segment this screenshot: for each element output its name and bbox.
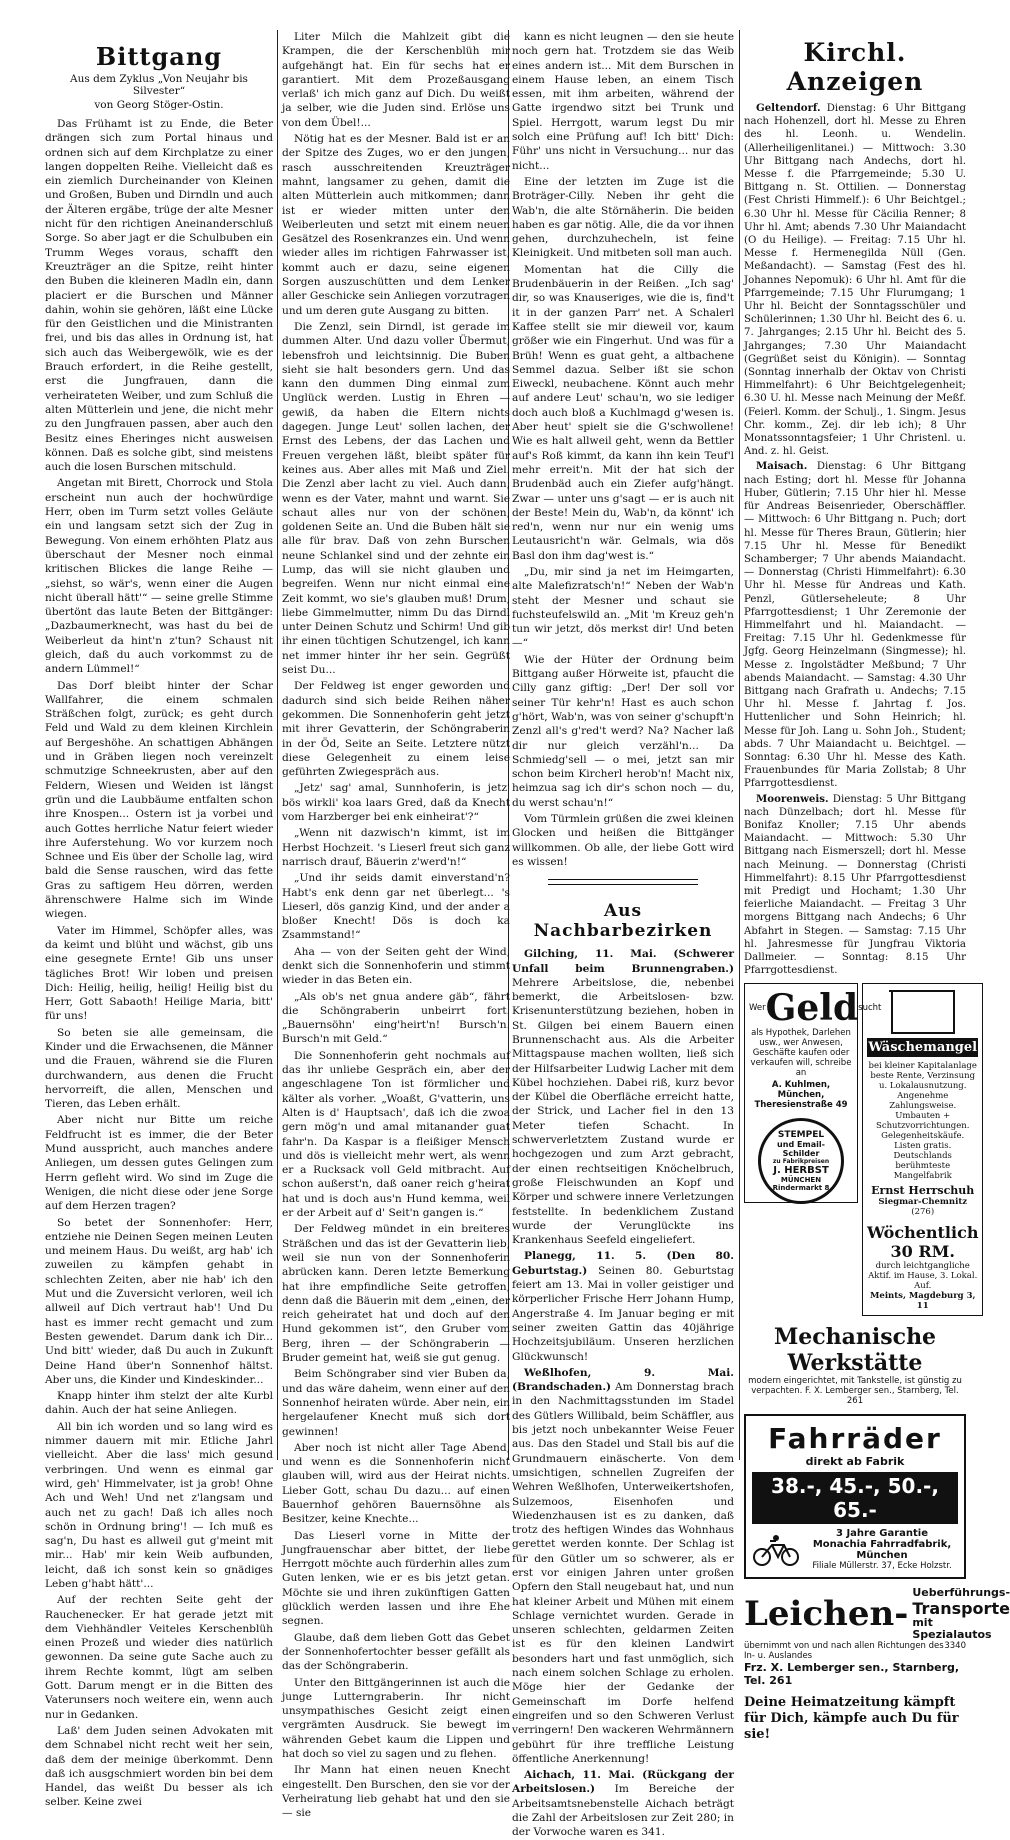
article-author: von Georg Stöger-Ostin. [94, 99, 224, 111]
paragraph: Glaube, daß dem lieben Gott das Gebet der Sonnenhofertochter besser gefällt als das der Schöngraberin. [282, 1631, 510, 1673]
ad-text: mit Spezialautos [912, 1616, 992, 1642]
column-2 [282, 30, 510, 1820]
section-divider [548, 879, 698, 885]
ad-geld [744, 983, 882, 1203]
ad-code: 3340 [944, 1641, 966, 1652]
paragraph: Eine der letzten im Zuge ist die Broträger-Cilly. Neben ihr geht die Wab'n, die alte Störnäherin. Die beiden haben es gar nötig. Alle, die da vor ihnen gehen, durchzuhecheln, ist feine Kleinigkeit. Und mitbeten soll man auch. [512, 175, 734, 260]
parish-name: Geltendorf. [756, 102, 821, 114]
parish-name: Maisach. [756, 460, 808, 473]
article-title: Bittgang [95, 42, 223, 71]
paragraph: Das Dorf bleibt hinter der Schar Wallfahrer, die einem schmalen Sträßchen folgt, zurück; es geht durch Feld und Wald zu dem kleinen Kirchlein auf Bergeshöhe. An schattigen Abhängen und in Gräben liegen noch vereinzelt schmutzige Schneekrusten, aber auf den Feldern, Wiesen und Weiden ist längst grün und die Laubbäume entfalten schon ihre Knospen... Ostern ist ja vorbei und auch Gottes herrliche Natur feiert wieder ihre Auferstehung. Wo vor kurzem noch Schnee und Eis über der Scholle lag, wird bald die Sense rauschen, wird das fette Gras zu saftigem Heu dörren, werden ährenschwere Halme sich im Winde wiegen. [45, 679, 273, 921]
ad-text: Transporte [912, 1598, 1010, 1618]
paragraph: Liter Milch die Mahlzeit gibt die Krampen, die der Kerschenblüh mir aufgehängt hat. Ein für sechs hat er garantiert. Mit dem Prozeßausgang verlaß' ich mich ganz auf Dich. Du weißt ja selber, wie die Juden sind. Erlöse uns von dem Übel!... [282, 31, 510, 129]
ad-contact: Monachia Fahrradfabrik, München [812, 1539, 952, 1562]
parish-text: Dienstag: 6 Uhr Bittgang nach Hohenzell, dort hl. Messe zu Ehren des hl. Leonh. u. Wendelin. (Allerheiligenlitanei.) — Mittwoch: 3.30 Uhr Bittgang nach Andechs, dort hl. Messe f. die Pfarrgemeinde; 5.30 U. Bittgang n. St. Ottilien. — Donnerstag (Fest Christi Himmelf.): 6 Uhr Beichtgel.; 6.30 Uhr hl. Messe für Cäcilia Renner; 8 Uhr hl. Amt; abends 7.30 Uhr Maiandacht (O du Heilige). — Freitag: 7.15 Uhr hl. Messe f. Hermenegilda Nüll (Gen. Meßandacht). — Samstag (Fest des hl. Johannes Nepomuk): 6 Uhr hl. Amt für die Pfarrgemeinde; 7.15 Uhr Flurumgang; 1 Uhr hl. Beicht der Sonntagsschüler und Schülerinnen; 1.30 Uhr hl. Beicht des 6. u. 7. Jahrganges; 2.15 Uhr hl. Beicht des 5. Jahrganges; 7.30 Uhr Maiandacht (Gegrüßet seist du Königin). — Sonntag (Sonntag innerhalb der Oktav von Christi Himmelfahrt): 6 Uhr Beichtgelegenheit; 6.30 U. hl. Messe nach Meinung der Meßf. (Feierl. Komm. der Schulj., 1. Singm. Jesus Chr. komm., Zej. dir leb ich); 8 Uhr Monatssonntagsfeier; 1 Uhr Christenl. u. And. z. hl. Geist. [744, 103, 966, 458]
factory-icon [891, 990, 955, 1034]
news-item [512, 1249, 734, 1363]
section-title: Kirchl. Anzeigen [786, 38, 924, 96]
column-3 [512, 30, 734, 1839]
ad-headline: Wäschemangel [868, 1040, 978, 1056]
parish-name: Moorenweis. [756, 792, 829, 805]
church-block [744, 460, 966, 790]
slogan: Deine Heimatzeitung kämpft für Dich, kämpfe auch Du für sie! [744, 1695, 959, 1743]
paragraph: Knapp hinter ihm stelzt der alte Kurbl dahin. Auch der hat seine Anliegen. [45, 1390, 273, 1417]
ad-contact: Ernst Herrschuh [871, 1184, 975, 1198]
ad-contact: Frz. X. Lemberger sen., Starnberg, [744, 1661, 960, 1675]
stamp-small: zu Fabrikpreisen [772, 1158, 830, 1166]
paragraph: All bin ich worden und so lang wird es nimmer dauern mit mir. Etliche Jahrl vielleicht. Aber die lass' mich gesund verbringen. Und wenn es einmal gar wird, geh' Himmelvater, ist ja grob! Ohne Ach und Weh! Und net z'langsam und auch net zu gach! Daß ich alles noch schön in Ordnung bring'! — Ich muß es sag'n, Du hast es allweil gut g'meint mit mir... Hab' mir kein Weib aufbunden, leicht, daß ich sonst kein so gnädiges Leben g'habt hätt'... [45, 1420, 273, 1590]
ad-headline: Fahrräder [768, 1422, 942, 1456]
paragraph: Laß' dem Juden seinen Advokaten mit dem Schnabel nicht recht weit her sein, daß dem der meinige überkommt. Denn daß ich ausgschmiert worden bin bei dem Handel, das weißt Du besser als ich selber. Keine zwei [45, 1724, 273, 1809]
paragraph: Ihr Mann hat einen neuen Knecht eingestellt. Den Burschen, den sie vor der Verheiratung lieb gehabt hat und den sie — sie [282, 1764, 510, 1820]
stamp-seal-icon [758, 1118, 844, 1204]
ad-text: direkt ab Fabrik [805, 1455, 905, 1469]
bicycle-icon [752, 1533, 800, 1567]
paragraph: Der Feldweg ist enger geworden und dadurch sind sich beide Reihen näher gekommen. Die Sonnenhoferin geht jetzt mit ihrer Gevatterin, der Schöngraberin in der Öd, Seite an Seite. Letztere nützt diese Gelegenheit zu einem leise geführten Zwiegespräch aus. [282, 680, 510, 779]
paragraph: Vater im Himmel, Schöpfer alles, was da keimt und blüht und wächst, gib uns eine gesegnete Ernte! Gib uns unser tägliches Brot! Wir loben und preisen Dich: Heilig, heilig, heilig! Heilig bist du Herr, Gott Sabaoth! Heilige Maria, bitt' für uns! [45, 924, 273, 1023]
news-item [512, 1768, 734, 1839]
paragraph: So betet der Sonnenhofer: Herr, entziehe nie Deinen Segen meinen Leuten und meinem Haus. Du weißt, arg hab' ich zuweilen zu kämpfen gehabt in schlechten Zeiten, aber nie hab' ich den Mut und die Zuversicht verloren, weil ich allweil auf Dich vertraut hab'! Und Du hast es immer recht gemacht und zum Besten gewendet. Darum dank ich Dir... Und bitt' wieder, daß Du auch in Zukunft Deine Hand über'n Sonnenhof hältst. Aber uns, die Kinder und Kindeskinder... [45, 1216, 273, 1386]
ad-text: übernimmt von und nach allen Richtungen des In- u. Auslandes [744, 1641, 944, 1662]
paragraph: „Jetz' sag' amal, Sunnhoferin, is jetz' bös wirkli' koa laars Gred, daß da Knecht vom Harzberger bei enk einheirat'?“ [282, 782, 510, 824]
column-4 [744, 30, 1010, 1743]
paragraph: Aber nicht nur Bitte um reiche Feldfrucht ist es immer, die der Beter Mund ausspricht, auch manches andere Anliegen, um dessen gutes Gelingen zum Herrn gefleht wird. Wo sind im Zuge die Wenigen, die nicht diese oder jene Sorge auf dem Herzen tragen? [45, 1114, 273, 1213]
news-text: Mehrere Arbeitslose, die, nebenbei bemerkt, die Arbeitslosen- bzw. Krisenunterstützung beziehen, hoben in St. Gilgen bei einem Bauern einen Brunnenschacht aus. Als die Arbeiter Mittagspause machen wollten, ließ sich der Hilfsarbeiter Ludwig Lacher mit dem Kübel hochziehen. Dabei riß, kurz bevor der Kübel die Oberfläche erreicht hatte, der Strick, und Lacher fiel in den 13 Meter tiefen Schacht. In schwerverletztem Zustand wurde er hochgezogen und zum Arzt gebracht, der einen rechtseitigen Knöchelbruch, große Fleischwunden an Kopf und Körper und schwere innere Verletzungen feststellte. In bedenklichem Zustand wurde der Verunglückte ins Krankenhaus Seefeld eingeliefert. [512, 976, 734, 1247]
news-head: Planegg, 11. 5. (Den 80. Geburtstag.) [512, 1250, 734, 1277]
news-head: Gilching, 11. Mai. (Schwerer Unfall beim Brunnengraben.) [512, 948, 734, 975]
ad-leichen [744, 1586, 1010, 1688]
ad-waeschemangel [862, 983, 983, 1316]
parish-text: Dienstag: 5 Uhr Bittgang nach Dünzelbach; dort hl. Messe für Bonifaz Knoller; 7.15 Uhr abends Maiandacht. — Mittwoch: 5.30 Uhr Bittgang nach Eismerszell; dort hl. Messe nach Meinung. — Donnerstag (Christi Himmelfahrt): 8.15 Uhr Pfarrgottesdienst mit Predigt und Hochamt; 1.30 Uhr feierliche Maiandacht. — Freitag 3 Uhr morgens Bittgang nach Andechs; 6 Uhr Abfahrt in Stegen. — Samstag: 7.15 Uhr hl. Jahresmesse für Jungfrau Viktoria Dallmeier. — Sonntag: 8.15 Uhr Pfarrgottesdienst. [744, 793, 966, 977]
ad-address: Filiale Müllerstr. 37, Ecke Holzstr. [812, 1561, 952, 1572]
paragraph: Der Feldweg mündet in ein breiteres Sträßchen und das ist der Gevatterin lieb, weil sie nun von der Sonnenhoferin abrücken kann. Deren letzte Bemerkung hat ihre empfindliche Seite getroffen, denn daß die Bäuerin mit dem „einen, der reich geheiratet hat und doch auf den Hund gekommen ist“, den Gruber vom Berg, ihren — der Schöngraberin — Bruder gemeint hat, weiß sie gut genug. [282, 1223, 510, 1365]
ad-text: Ueberführungs- [912, 1586, 1010, 1600]
paragraph: kann es nicht leugnen — den sie heute noch gern hat. Trotzdem sie das Weib eines andern ist... Mit dem Burschen in einem Hause leben, an einem Tisch essen, mit ihm arbeiten, während der Gatte irgendwo sitzt bei Trunk und Spiel. Herrgott, warum legst Du mir solch eine Prüfung auf! Ich bitt' Dich: Führ' uns nicht in Versuchung... nur das nicht... [512, 31, 734, 172]
stamp-mid: und Email-Schilder [777, 1140, 825, 1159]
ad-prices: 38.-, 45.-, 50.-, 65.- [752, 1472, 958, 1524]
stamp-city: MÜNCHEN [780, 1176, 822, 1185]
paragraph: Nötig hat es der Mesner. Bald ist er an der Spitze des Zuges, wo er den jungen, rasch ausschreitenden Kreuzträger mahnt, langsamer zu gehen, damit die alten Mütterlein auch mitkommen; dann ist er wieder mitten unter den Weiberleuten und setzt mit einem neuen Gesätzel des Rosenkranzes ein. Und wenn wieder alles im richtigen Fahrwasser ist, kommt auch er dazu, seine eigenen Sorgen auszuschütten und dem Lenker aller Geschicke sein Anliegen vorzutragen und um deren gute Ausgang zu bitten. [282, 133, 510, 317]
paragraph: Beim Schöngraber sind vier Buben da, und das wäre daheim, wenn einer auf den Sonnenhof heiraten würde. Aber nein, ein hergelaufener Knecht muß sich dort gewinnen! [282, 1368, 510, 1438]
paragraph: Aber noch ist nicht aller Tage Abend, und wenn es die Sonnenhoferin nicht glauben will, wird aus der Heirat nichts. Lieber Gott, schau Du dazu... auf einen Bauernhof gehören Bauernsöhne als Besitzer, keine Knechte... [282, 1441, 510, 1526]
ad-text: sucht [858, 1003, 882, 1014]
paragraph: Wie der Hüter der Ordnung beim Bittgang außer Hörweite ist, pfaucht die Cilly ganz giftig: „Der! Der soll vor seiner Tür kehr'n! Hast es auch schon g'hört, Wab'n, was von seiner g'schupft'n Zenzl all's g'red't werd? Na? Nacher laß dir nur gleich verzähl'n... Da Schmiedg'sell — o mei, jetzt san mir schon beim Kircherl herob'n! Macht nix, heimzua sag ich dir's schon noch — du, du werst schau'n!“ [512, 653, 734, 809]
paragraph: So beten sie alle gemeinsam, die Kinder und die Erwachsenen, die Männer und die Frauen, während sie die Fluren durchwandern, aus denen die Frucht hervorreift, die allen, Menschen und Tieren, das Leben erhält. [45, 1026, 273, 1111]
ad-fahrraeder [744, 1414, 966, 1579]
ad-number: (276) [911, 1207, 935, 1218]
stamp-top: STEMPEL [777, 1130, 825, 1141]
paragraph: „Wenn nit dazwisch'n kimmt, ist im Herbst Hochzeit. 's Lieserl freut sich ganz narrisch drauf, Bäuerin z'werd'n!“ [282, 827, 510, 868]
section-title: Aus Nachbarbezirken [533, 901, 713, 942]
church-block [744, 793, 966, 978]
church-block [744, 102, 966, 458]
ad-headline: Mechanische Werkstätte [773, 1324, 937, 1377]
ad-text: 3 Jahre Garantie [836, 1528, 928, 1540]
ad-city: Siegmar-Chemnitz [878, 1197, 968, 1208]
news-text: Im Bereiche der Arbeitsamtsnebenstelle Aichach beträgt die Zahl der Arbeitslosen zur Zeit 280; in der Vorwoche waren es 341. [512, 1783, 734, 1839]
news-text: Seinen 80. Geburtstag feiert am 13. Mai in voller geistiger und körperlicher Frische Herr Johann Hump, Angerstraße 4. Im Januar beging er mit seiner zweiten Gattin das 40jährige Hochzeitsjubiläum. Unseren herzlichen Glückwunsch! [512, 1264, 734, 1363]
news-text: Am Donnerstag brach in den Nachmittagsstunden im Stadel des Gütlers Willibald, beim Schäffler, aus bis jetzt noch unbekannter Weise Feuer aus. Das den Stadel und Stall bis auf die Grundmauern einäscherte. Von dem umsichtigen, schnellen Zugreifen der Wehren Weßlhofen, Unterweikertshofen, Sulzemoos, Eisenhofen und Wiedenzhausen ist es zu danken, daß trotz des heftigen Windes das Wohnhaus gerettet werden konnte. Der Schlag ist für den Gütler um so schwerer, als er erst vor einigen Jahren unter großen Opfern den Stall neugebaut hat, und nun hat kleiner Arbeit und Mühen mit einem Schlage vernichtet wurden. Gerade in unseren schlechten, geldarmen Zeiten ist es für den kleinen Landwirt besonders hart und fast unmöglich, sich nach einem solchen Schlage zu erholen. Möge hier der Gedanke der Gemeinschaft im Dorfe helfend eingreifen und so den Schweren Verlust verringern! Den wackeren Wehrmännern gebührt für ihre treffliche Leistung öffentliche Anerkennung! [512, 1381, 734, 1765]
paragraph: Die Zenzl, sein Dirndl, ist gerade im dummen Alter. Und dazu voller Übermut, lebensfroh und leichtsinnig. Die Buben sieht sie halt besonders gern. Und das kann den dummen Ding einmal zum Unglück werden. Lustig in Ehren — gewiß, da haben die Eltern nichts dagegen. Junge Leut' sollen lachen, der Ernst des Lebens, der das Lachen und Freuen vergehen läßt, bleibt später für keines aus. Aber alles mit Maß und Ziel. Die Zenzl aber lacht zu viel. Auch dann, wenn es der Vater, mahnt und warnt. Sie schaut alles nur von der schönen, goldenen Seite an. Und die Buben hält sie alle für brav. Daß von zehn Burschen neune Schlankel sind und der zehnte ein Lump, das will sie nicht glauben und begreifen. Wenn nur nicht einmal eine Zeit kommt, wo sie's glauben muß! Drum, liebe Gimmelmutter, nimm Du das Dirndl unter Deinen Schutz und Schirm! Und gib ihr einen tüchtigen Schutzengel, ich kann net immer hinter ihr her sein. Gegrüßt seist Du... [282, 320, 510, 677]
stamp-name: J. HERBST [773, 1165, 829, 1177]
ad-text: durch leichtgangliche Aktif. im Hause, 3. Lokal. Auf. [868, 1261, 978, 1292]
column-1 [45, 30, 273, 1809]
news-item [512, 947, 734, 1247]
paragraph: Auf der rechten Seite geht der Rauchenecker. Er hat gerade jetzt mit dem Viehhändler Veiteles Kerschenblüh einen Prozeß und wieder dies natürlich gewonnen. Da seine gute Sache auch zu ihrem Rechte kommt, lügt am selben Gott. Darum mengt er in die Bitten des Vaterunsers noch weitere ein, wenn auch nur in Gedanken. [45, 1594, 273, 1721]
paragraph: Momentan hat die Cilly die Brudenbäuerin in der Reißen. „Ich sag' dir, so was Knauseriges, wie die is, find't it in der ganzen Parr' net. A Schalerl Kaffee stellt sie mir dieweil vor, kaum größer wie ein Fingerhut. Und was für a Brüh! Wenn es guat geht, a altbachene Semmel dazua. Selber ißt sie schon Eiweckl, neubachene. Könnt auch mehr auf andere Leut' schau'n, wo sie lediger doch auch bloß a Kuchlmagd g'wesen is. Aber heut' spielt sie die G'schwollene! Wie es halt allweil geht, wenn da Bettler auf's Roß kimmt, da kann ihn kein Teuf'l mehr erreit'n. Mit der hat sich der Brudenbäd auch ein Ziefer aufg'hängt. Zwar — unter uns g'sagt — er is auch nit der Beste! Mein du, Wab'n, da könnt' ich red'n, wenn nur nur ein wenig ums Leutausricht'n wär. Gelmals, wia dös Basl don ihm dag'west is.“ [512, 263, 734, 562]
ad-text: bei kleiner Kapitalanlage beste Rente, Verzinsung u. Lokalausnutzung. Angenehme Zahlungsweise. Umbauten + Schutzvorrichtungen. Gelegenheitskäufe. Listen gratis. Deutschlands berühmteste Mangelfabrik [868, 1061, 977, 1182]
paragraph: „Und ihr seids damit einverstand'n? Habt's enk denn gar net überlegt... 's Lieserl, dös ganzig Kind, und der ander a bloßer Knecht! Dös is doch ka Zsammstand!“ [282, 872, 510, 942]
column-rule [277, 30, 278, 1460]
news-head: Weßlhofen, 9. Mai. (Brandschaden.) [512, 1366, 734, 1394]
paragraph: Die Sonnenhoferin geht nochmals auf das ihr unliebe Gespräch ein, aber der angeschlagene Ton ist förmlicher und kälter als vorher. „Woaßt, G'vatterin, uns Alten is d' Hauptsach', daß ich die zwoa gern mög'n und amal mitanander guat fahr'n. Da Kaspar is a fleißiger Mensch und dös is vielleicht mehr wert, als wenn er a Rucksack voll Geld mitbracht. Auf schon außerst'n, daß oaner reich g'heirat hat und is doch aus'n Hund kemma, weil er der Arbeit auf d' Seit'n gangen is.“ [282, 1049, 510, 1220]
ad-headline: Leichen- [744, 1594, 909, 1635]
ad-headline: Geld [765, 987, 859, 1030]
parish-text: Dienstag: 6 Uhr Bittgang nach Esting; dort hl. Messe für Johanna Huber, Gütlerin; 7.15 Uhr hier hl. Messe für Andreas Beisenrieder, Oberschäffler. — Mittwoch: 6 Uhr Bittgang n. Puch; dort hl. Messe für Theres Braun, Gütlerin; hier 7.15 Uhr hl. Messe für Benedikt Schamberger; 7 Uhr abends Maiandacht. — Donnerstag (Christi Himmelfahrt): 6.30 Uhr hl. Messe für Andreas und Kath. Penzl, Gütlerseheleute; 8 Uhr Pfarrgottesdienst; 1 Uhr Zeremonie der Himmelfahrt und hl. Maiandacht. — Freitag: 7.15 Uhr hl. Gedenkmesse für Jgfg. Georg Heinzelmann (Singmesse); hl. Messe z. Ingolstädter Meßbund; 7 Uhr abends Maiandacht. — Samstag: 4.30 Uhr Bittgang nach Grafrath u. Andechs; 7.15 Uhr hl. Messe f. Jahrtag f. Jos. Huttenlicher und Sohn Heinrich; hl. Messe für Joh. Lang u. Sohn Joh., Student; abds. 7 Uhr Maiandacht u. Beichtgel. — Sonntag: 6.30 Uhr hl. Messe des Kath. Frauenbundes für Maria Zollstab; 8 Uhr Pfarrgottesdienst. [744, 461, 966, 790]
ad-contact: A. Kuhlmen, München, Theresienstraße 49 [754, 1080, 848, 1111]
ad-headline: Wöchentlich 30 RM. [867, 1223, 979, 1262]
column-rule [739, 30, 740, 1460]
ad-text: als Hypothek, Darlehen usw., wer Anwesen, Geschäfte kaufen oder verkaufen will, schreibe an [750, 1028, 852, 1079]
paragraph: Vom Türmlein grüßen die zwei kleinen Glocken und heißen die Bittgänger willkommen. Ob alle, der liebe Gott wird es wissen! [512, 813, 734, 868]
paragraph: Aha — von der Seiten geht der Wind, denkt sich die Sonnenhoferin und stimmt wieder in das Beten ein. [282, 945, 510, 987]
paragraph: „Als ob's net gnua andere gäb“, fährt die Schöngraberin unbeirrt fort. „Bauernsöhn' eing'heirt'n! Bursch'n. Bursch'n mit Geld.“ [282, 990, 510, 1046]
ad-text: Wer [749, 1003, 766, 1014]
ad-row [744, 983, 979, 1316]
article-subtitle: Aus dem Zyklus „Von Neujahr bis Silvester“ [70, 73, 248, 97]
news-item [512, 1366, 734, 1766]
paragraph: Das Frühamt ist zu Ende, die Beter drängen sich zum Portal hinaus und ordnen sich auf dem Kirchplatze zu einer langen doppelten Reihe. Vielleicht daß es ein ziemlich Durcheinander von Kleinen und Großen, Buben und Dirndln und auch der Älteren ergäbe, trüge der alte Mesner nicht für den richtigen Aneinanderschluß Sorge. So aber jagt er die Schulbuben ein Trumm Weges voraus, schafft den Kreuzträger an die Spitze, reiht hinter den Buben die kleineren Madln ein, dann placiert er die Burschen und Männer dahin, wohin sie gehören, läßt eine Lücke für den Geistlichen und die Ministranten frei, und bis das alles in Ordnung ist, hat sich auch das Weibergewölk, wie es der Brauch erfordert, in die Reihe gestellt, erst die Jungfrauen, dann die verheirateten Weiber, und zum Schluß die alten Mütterlein und jene, die nicht mehr zu den Jungfrauen passen, aber auch den Besitz eines Eheringes nicht ausweisen können. Daß es solche gibt, sind meistens auch die losen Burschen mitschuld. [45, 118, 273, 474]
paragraph: „Du, mir sind ja net im Heimgarten, alte Malefizratsch'n!“ Neben der Wab'n steht der Mesner und schaut sie fuchsteufelswild an. „Mit 'm Kreuz geh'n tun wir jetzt, dös merkst dir! Und beten —“ [512, 565, 734, 650]
ad-phone: Tel. 261 [744, 1674, 793, 1688]
ad-text: modern eingerichtet, mit Tankstelle, ist günstig zu verpachten. F. X. Lemberger sen., Starnberg, Tel. 261 [748, 1376, 962, 1407]
stamp-street: Rindermarkt 8 [772, 1184, 830, 1193]
paragraph: Unter den Bittgängerinnen ist auch die junge Lutterngraberin. Ihr nicht unsympathisches Gesicht zeigt einen vergrämten Ausdruck. Sie bewegt im währenden Gebet kaum die Lippen und hat doch so viel zu sagen und zu flehen. [282, 1676, 510, 1761]
paragraph: Angetan mit Birett, Chorrock und Stola erscheint nun auch der hochwürdige Herr, oben im Turm setzt volles Geläute ein und langsam setzt sich der Zug in Bewegung. Von einem erhöhten Platz aus überschaut der Mesner noch einmal kritischen Blickes die lange Reihe — „siehst, so wär's, wenn einer die Augen nicht überall hätt'“ — seine grelle Stimme übertönt das laute Beten der Bittgänger: „Dazbaumerknecht, was hast du bei de Weiberleut da hint'n z'tun? Schaust nit gleich, daß du auch vorkommst zu de andern Lümmel!“ [45, 477, 273, 676]
paragraph: Das Lieserl vorne in Mitte der Jungfrauenschar aber bittet, der liebe Herrgott möchte auch fürderhin alles zum Guten lenken, wie er es bis jetzt getan. Möchte sie und ihren zukünftigen Gatten glücklich werden lassen und ihre Ehe segnen. [282, 1529, 510, 1628]
ad-contact: Meints, Magdeburg 3, 11 [870, 1291, 976, 1312]
news-head: Aichach, 11. Mai. (Rückgang der Arbeitslosen.) [512, 1769, 734, 1796]
